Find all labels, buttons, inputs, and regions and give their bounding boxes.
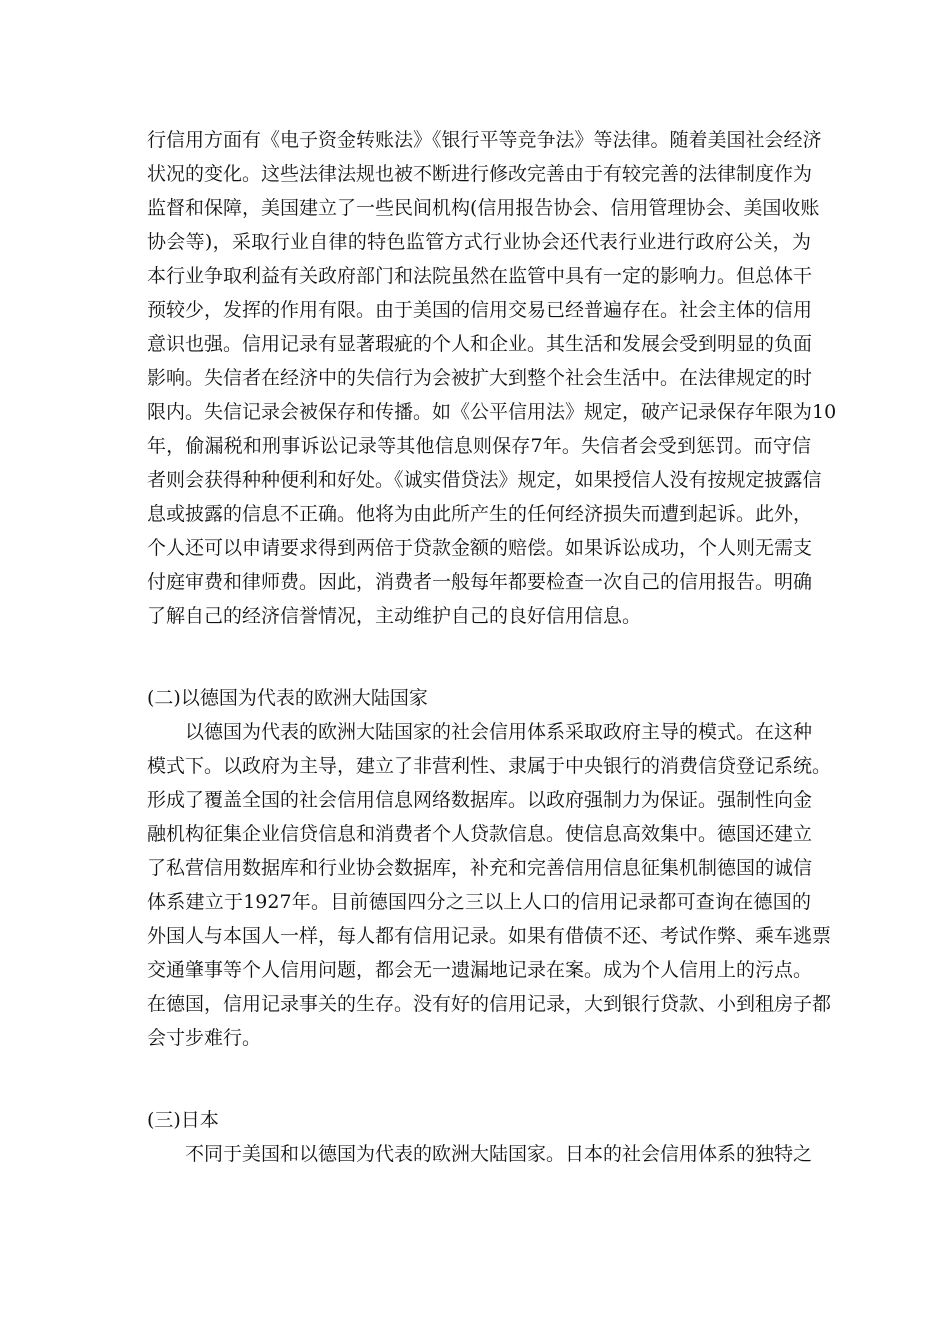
text-line: 预较少，发挥的作用有限。由于美国的信用交易已经普遍存在。社会主体的信用	[147, 299, 813, 321]
text-line: 行信用方面有《电子资金转账法》《银行平等竞争法》等法律。随着美国社会经济	[147, 129, 822, 151]
text-line: 年，偷漏税和刑事诉讼记录等其他信息则保存7年。失信者会受到惩罚。而守信	[147, 435, 811, 457]
section-heading-germany: (二)以德国为代表的欧洲大陆国家	[147, 687, 428, 709]
text-line: 状况的变化。这些法律法规也被不断进行修改完善由于有较完善的法律制度作为	[147, 163, 813, 185]
text-line: 意识也强。信用记录有显著瑕疵的个人和企业。其生活和发展会受到明显的负面	[147, 333, 813, 355]
text-line: 个人还可以申请要求得到两倍于贷款金额的赔偿。如果诉讼成功，个人则无需支	[147, 537, 813, 559]
text-line: 形成了覆盖全国的社会信用信息网络数据库。以政府强制力为保证。强制性向金	[147, 789, 813, 811]
text-line: 模式下。以政府为主导，建立了非营利性、隶属于中央银行的消费信贷登记系统。	[147, 755, 832, 777]
text-line: 协会等)，采取行业自律的特色监管方式行业协会还代表行业进行政府公关，为	[147, 231, 811, 253]
text-line: 在德国，信用记录事关的生存。没有好的信用记录，大到银行贷款、小到租房子都	[147, 993, 832, 1015]
text-line: 体系建立于1927年。目前德国四分之三以上人口的信用记录都可查询在德国的	[147, 891, 811, 913]
text-line: 交通肇事等个人信用问题，都会无一遗漏地记录在案。成为个人信用上的污点。	[147, 959, 813, 981]
text-line: 会寸步难行。	[147, 1027, 262, 1049]
text-line: 了私营信用数据库和行业协会数据库，补充和完善信用信息征集机制德国的诚信	[147, 857, 813, 879]
text-line: 付庭审费和律师费。因此，消费者一般每年都要检查一次自己的信用报告。明确	[147, 571, 813, 593]
text-line: 限内。失信记录会被保存和传播。如《公平信用法》规定，破产记录保存年限为10	[147, 401, 837, 423]
text-line: 本行业争取利益有关政府部门和法院虽然在监管中具有一定的影响力。但总体干	[147, 265, 813, 287]
text-line: 了解自己的经济信誉情况，主动维护自己的良好信用信息。	[147, 605, 642, 627]
text-line: 融机构征集企业信贷信息和消费者个人贷款信息。使信息高效集中。德国还建立	[147, 823, 813, 845]
text-line: 不同于美国和以德国为代表的欧洲大陆国家。日本的社会信用体系的独特之	[147, 1143, 813, 1165]
text-line: 外国人与本国人一样，每人都有信用记录。如果有借债不还、考试作弊、乘车逃票	[147, 925, 832, 947]
text-line: 息或披露的信息不正确。他将为由此所产生的任何经济损失而遭到起诉。此外，	[147, 503, 813, 525]
text-line: 监督和保障，美国建立了一些民间机构(信用报告协会、信用管理协会、美国收账	[147, 197, 820, 219]
text-line: 以德国为代表的欧洲大陆国家的社会信用体系采取政府主导的模式。在这种	[147, 721, 813, 743]
text-line: 影响。失信者在经济中的失信行为会被扩大到整个社会生活中。在法律规定的时	[147, 367, 813, 389]
section-heading-japan: (三)日本	[147, 1109, 219, 1131]
text-line: 者则会获得种种便利和好处。《诚实借贷法》规定，如果授信人没有按规定披露信	[147, 469, 822, 491]
